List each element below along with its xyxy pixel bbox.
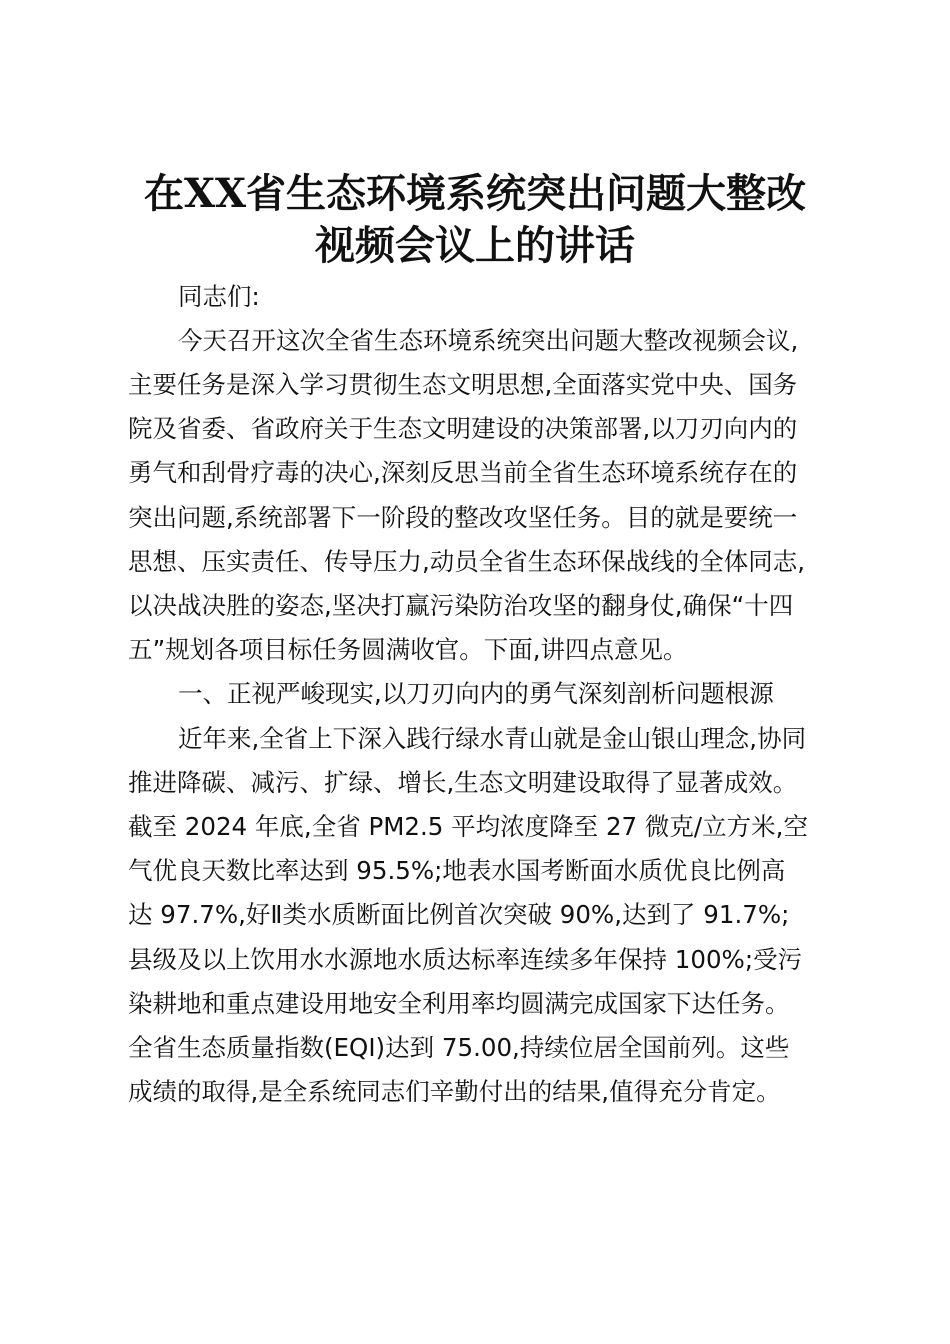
paragraph-line: 主要任务是深入学习贯彻生态文明思想,全面落实党中央、国务 [128, 370, 798, 399]
paragraph-line: 成绩的取得,是全系统同志们辛勤付出的结果,值得充分肯定。 [128, 1077, 781, 1106]
paragraph-line: 突出问题,系统部署下一阶段的整改攻坚任务。目的就是要统一 [128, 503, 798, 532]
document-title-line-1: 在XX省生态环境系统突出问题大整改 [143, 170, 807, 217]
paragraph-line: 今天召开这次全省生态环境系统突出问题大整改视频会议, [178, 326, 799, 355]
paragraph-line: 染耕地和重点建设用地安全利用率均圆满完成国家下达任务。 [128, 989, 790, 1018]
paragraph-line: 推进降碳、减污、扩绿、增长,生态文明建设取得了显著成效。 [128, 768, 798, 797]
paragraph-line: 思想、压实责任、传导压力,动员全省生态环保战线的全体同志, [128, 547, 806, 576]
paragraph-line: 勇气和刮骨疗毒的决心,深刻反思当前全省生态环境系统存在的 [128, 458, 798, 487]
paragraph-line: 五”规划各项目标任务圆满收官。下面,讲四点意见。 [128, 635, 688, 664]
paragraph-line: 全省生态质量指数(EQI)达到 75.00,持续位居全国前列。这些 [128, 1033, 790, 1062]
paragraph-line: 截至 2024 年底,全省 PM2.5 平均浓度降至 27 微克/立方米,空 [128, 812, 808, 841]
section-heading: 一、正视严峻现实,以刀刃向内的勇气深刻剖析问题根源 [178, 679, 774, 708]
paragraph-line: 县级及以上饮用水水源地水质达标率连续多年保持 100%;受污 [128, 945, 803, 974]
paragraph-line: 近年来,全省上下深入践行绿水青山就是金山银山理念,协同 [178, 724, 807, 753]
salutation: 同志们: [178, 282, 260, 311]
paragraph-line: 达 97.7%,好Ⅱ类水质断面比例首次突破 90%,达到了 91.7%; [128, 900, 790, 929]
paragraph-line: 以决战决胜的姿态,坚决打赢污染防治攻坚的翻身仗,确保“十四 [128, 591, 794, 620]
paragraph-line: 院及省委、省政府关于生态文明建设的决策部署,以刀刃向内的 [128, 414, 798, 443]
paragraph-line: 气优良天数比率达到 95.5%;地表水国考断面水质优良比例高 [128, 856, 786, 885]
document-title-line-2: 视频会议上的讲话 [315, 222, 635, 269]
